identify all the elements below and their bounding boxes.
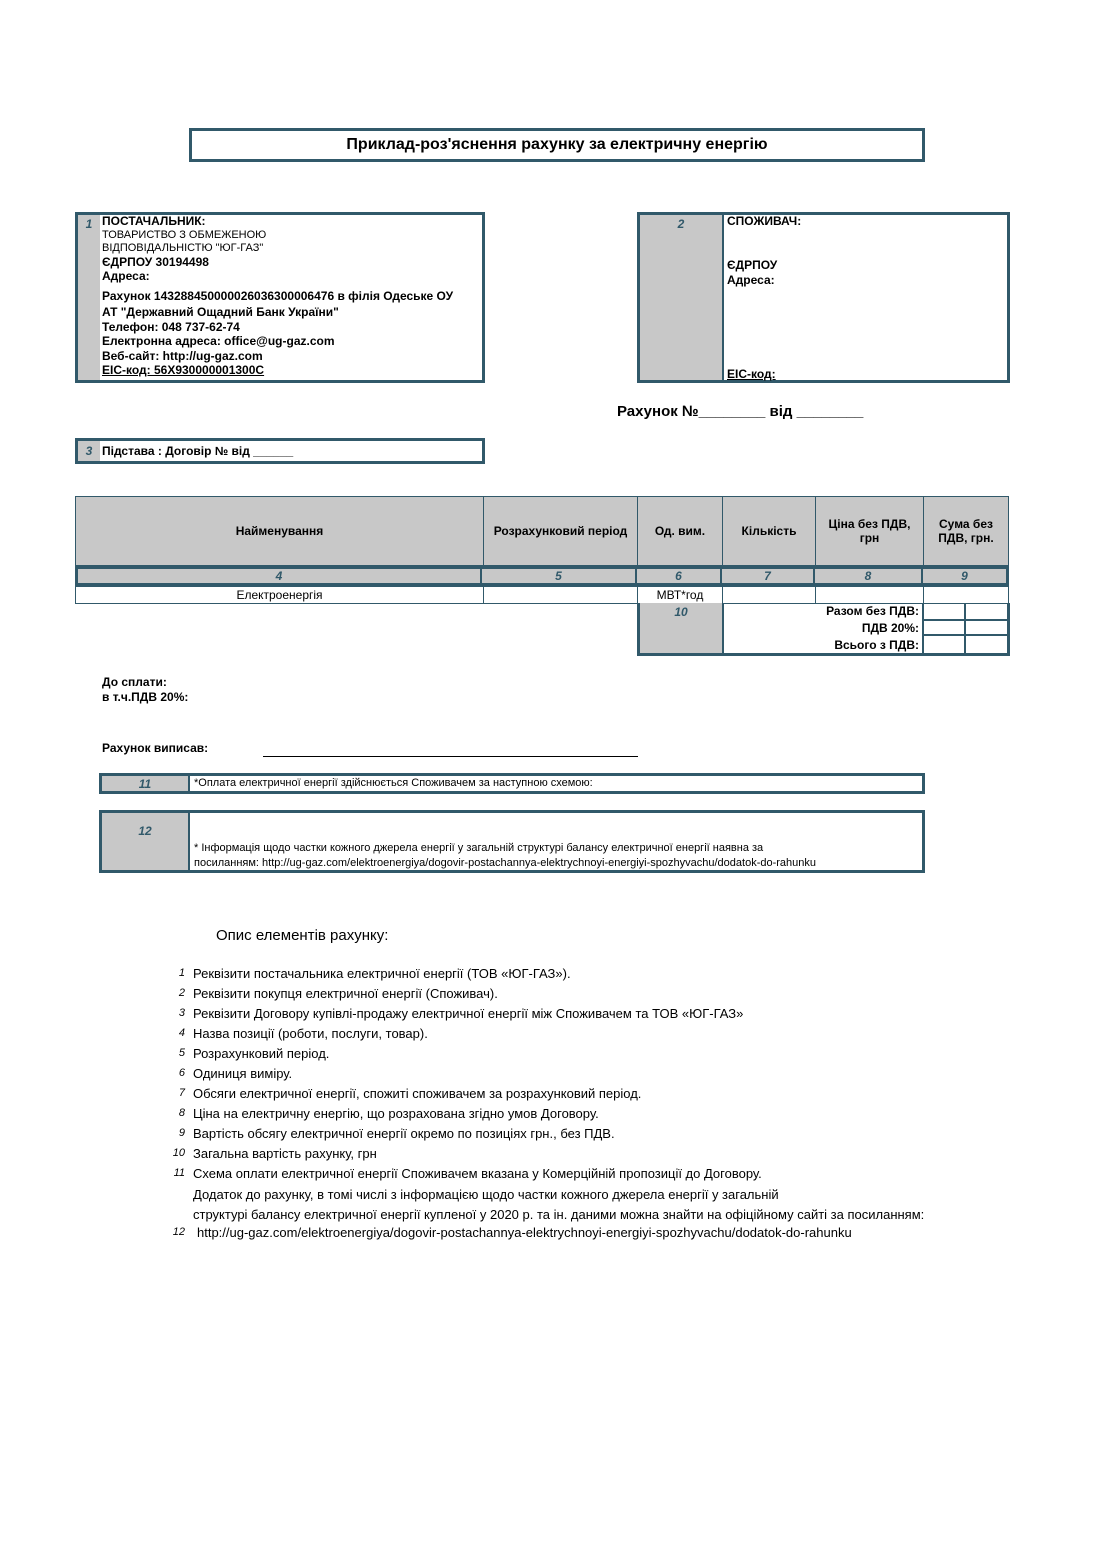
totals-number-cell xyxy=(640,603,724,653)
description-item-number: 9 xyxy=(178,1127,185,1139)
supplier-number: 1 xyxy=(85,217,93,231)
description-item-number: 1 xyxy=(178,967,185,979)
description-item xyxy=(167,1006,1027,1026)
consumer-address: Адреса: xyxy=(727,273,775,287)
description-item xyxy=(167,1046,1027,1066)
description-item xyxy=(167,1166,1027,1186)
col-number-8: 8 xyxy=(815,569,923,583)
description-item xyxy=(167,1126,1027,1146)
supplier-account: Рахунок 14328845000002603630000647​6 в філія Одеське ОУ xyxy=(102,288,454,303)
vat-included-label: в т.ч.ПДВ 20%: xyxy=(102,690,189,704)
basis-text: Підстава : Договір № від ______ xyxy=(102,444,294,458)
supplier-website: Веб-сайт: http://ug-gaz.com xyxy=(102,348,263,363)
description-item-text: Реквізити покупця електричної енергії (Споживач). xyxy=(193,986,498,1001)
description-item-text: Ціна на електричну енергію, що розрахована згідно умов Договору. xyxy=(193,1106,599,1121)
col-header-name: Найменування xyxy=(75,496,484,566)
supplier-address: Адреса: xyxy=(102,269,150,283)
total-without-vat-label: Разом без ПДВ: xyxy=(826,604,919,618)
row-name: Електроенергія xyxy=(75,586,484,604)
consumer-number: 2 xyxy=(677,217,685,231)
note-11-text: *Оплата електричної енергії здійснюється Споживачем за наступною схемою: xyxy=(194,777,593,789)
to-pay-label: До сплати: xyxy=(102,675,167,689)
col-header-price: Ціна без ПДВ, грн xyxy=(815,496,924,566)
description-item-12-number: 12 xyxy=(172,1226,185,1238)
invoice-number-line: Рахунок №________ від ________ xyxy=(617,403,864,420)
description-item-number: 6 xyxy=(178,1067,185,1079)
supplier-name-2: ВІДПОВІДАЛЬНІСТЮ "ЮГ-ГАЗ" xyxy=(102,241,264,254)
description-item xyxy=(167,1086,1027,1106)
note-12-number: 12 xyxy=(138,824,152,838)
supplier-heading: ПОСТАЧАЛЬНИК: xyxy=(102,214,206,228)
col-header-period: Розрахунковий період xyxy=(483,496,638,566)
col-number-4: 4 xyxy=(78,569,482,583)
description-item-text: Назва позиції (роботи, послуги, товар). xyxy=(193,1026,428,1041)
consumer-edrpou: ЄДРПОУ xyxy=(727,258,778,272)
basis-number-cell xyxy=(78,441,100,461)
note-12-number-cell xyxy=(102,813,190,870)
issued-by-signature-line[interactable] xyxy=(263,756,638,757)
description-item-number: 7 xyxy=(178,1087,185,1099)
description-item xyxy=(167,1066,1027,1086)
description-item-number: 11 xyxy=(173,1167,185,1179)
col-header-unit: Од. вим. xyxy=(637,496,723,566)
page-title: Приклад-роз'яснення рахунку за електричну енергію xyxy=(346,136,768,153)
total-with-vat-label: Всього з ПДВ: xyxy=(834,638,919,652)
description-item-number: 5 xyxy=(178,1047,185,1059)
supplier-name-1: ТОВАРИСТВО З ОБМЕЖЕНОЮ xyxy=(102,228,267,241)
description-item-text: Реквізити постачальника електричної енергії (ТОВ «ЮГ-ГАЗ»). xyxy=(193,966,571,981)
supplier-eic: ЕІС-код: 56X930000001300C xyxy=(102,363,265,377)
col-header-quantity: Кількість xyxy=(722,496,816,566)
supplier-number-cell xyxy=(78,215,100,380)
supplier-box xyxy=(75,212,485,383)
row-quantity xyxy=(722,586,816,604)
basis-box xyxy=(75,438,485,464)
row-period xyxy=(483,586,638,604)
supplier-email: Електронна адреса: office@ug-gaz.com xyxy=(102,334,335,348)
note-11-number-cell xyxy=(102,776,190,791)
consumer-heading: СПОЖИВАЧ: xyxy=(727,214,802,228)
note-12-line-2: посиланням: http://ug-gaz.com/elektroenergiya/dogovir-postachannya-elektrychnoyi-energiyi-spozhyvachu/dodatok-do-rahunku xyxy=(194,857,817,869)
description-item-number: 10 xyxy=(172,1147,185,1159)
supplier-phone: Телефон: 048 737-62-74 xyxy=(102,319,240,334)
description-heading: Опис елементів рахунку: xyxy=(216,927,389,944)
description-item-number: 4 xyxy=(178,1027,185,1039)
consumer-eic: ЕІС-код: xyxy=(727,367,776,381)
note-12-line-1: * Інформація щодо частки кожного джерела енергії у загальній структурі балансу електричної енергії наявна за xyxy=(194,842,764,854)
row-unit: МВТ*год xyxy=(637,586,723,604)
description-item-number: 3 xyxy=(178,1007,185,1019)
basis-number: 3 xyxy=(85,444,93,458)
issued-by-label: Рахунок виписав: xyxy=(102,741,209,755)
description-item-12 xyxy=(167,1225,1027,1245)
description-item xyxy=(167,986,1027,1006)
col-number-5: 5 xyxy=(482,569,637,583)
totals-row-divider xyxy=(922,619,1007,636)
description-item-text: Загальна вартість рахунку, грн xyxy=(193,1146,377,1161)
description-item-text: Схема оплати електричної енергії Споживачем вказана у Комерційній пропозиції до Договору. xyxy=(193,1166,762,1181)
row-price xyxy=(815,586,924,604)
description-item xyxy=(167,1026,1027,1046)
description-item-text: Розрахунковий період. xyxy=(193,1046,330,1061)
description-item-text: Реквізити Договору купівлі-продажу електричної енергії між Споживачем та ТОВ «ЮГ-ГАЗ» xyxy=(193,1006,744,1021)
description-item-12-link[interactable]: http://ug-gaz.com/elektroenergiya/dogovir-postachannya-elektrychnoyi-energiyi-spozhyvachu/dodatok-do-rahunku xyxy=(197,1225,852,1240)
consumer-box xyxy=(637,212,1010,383)
vat-label: ПДВ 20%: xyxy=(861,621,919,635)
note-11-box xyxy=(99,773,925,794)
totals-number: 10 xyxy=(674,605,688,619)
description-item-12-line-1: Додаток до рахунку, в томі числі з інформацією щодо частки кожного джерела енергії у загальній xyxy=(193,1187,779,1202)
supplier-bank: АТ "Державний Ощадний Банк України" xyxy=(102,305,339,319)
description-item-12-line-2: структурі балансу електричної енергії купленої у 2020 р. та ін. даними можна знайти на офіційному сайті за посиланням: xyxy=(193,1207,925,1222)
supplier-edrpou: ЄДРПОУ 30194498 xyxy=(102,254,209,269)
description-item xyxy=(167,966,1027,986)
description-item-number: 2 xyxy=(178,987,185,999)
col-number-7: 7 xyxy=(722,569,815,583)
title-box xyxy=(189,128,925,162)
row-sum xyxy=(923,586,1009,604)
col-header-sum: Сума без ПДВ, грн. xyxy=(923,496,1009,566)
description-item-number: 8 xyxy=(178,1107,185,1119)
col-number-6: 6 xyxy=(637,569,722,583)
col-number-9: 9 xyxy=(923,569,1006,583)
description-item xyxy=(167,1106,1027,1126)
consumer-number-cell xyxy=(640,215,724,380)
description-item-text: Обсяги електричної енергії, спожиті споживачем за розрахунковий період. xyxy=(193,1086,642,1101)
description-item xyxy=(167,1146,1027,1166)
totals-box xyxy=(637,603,1010,656)
description-item-text: Вартість обсягу електричної енергії окремо по позиціях грн., без ПДВ. xyxy=(193,1126,615,1141)
description-item-text: Одиниця виміру. xyxy=(193,1066,293,1081)
note-12-box xyxy=(99,810,925,873)
note-11-number: 11 xyxy=(138,776,152,791)
